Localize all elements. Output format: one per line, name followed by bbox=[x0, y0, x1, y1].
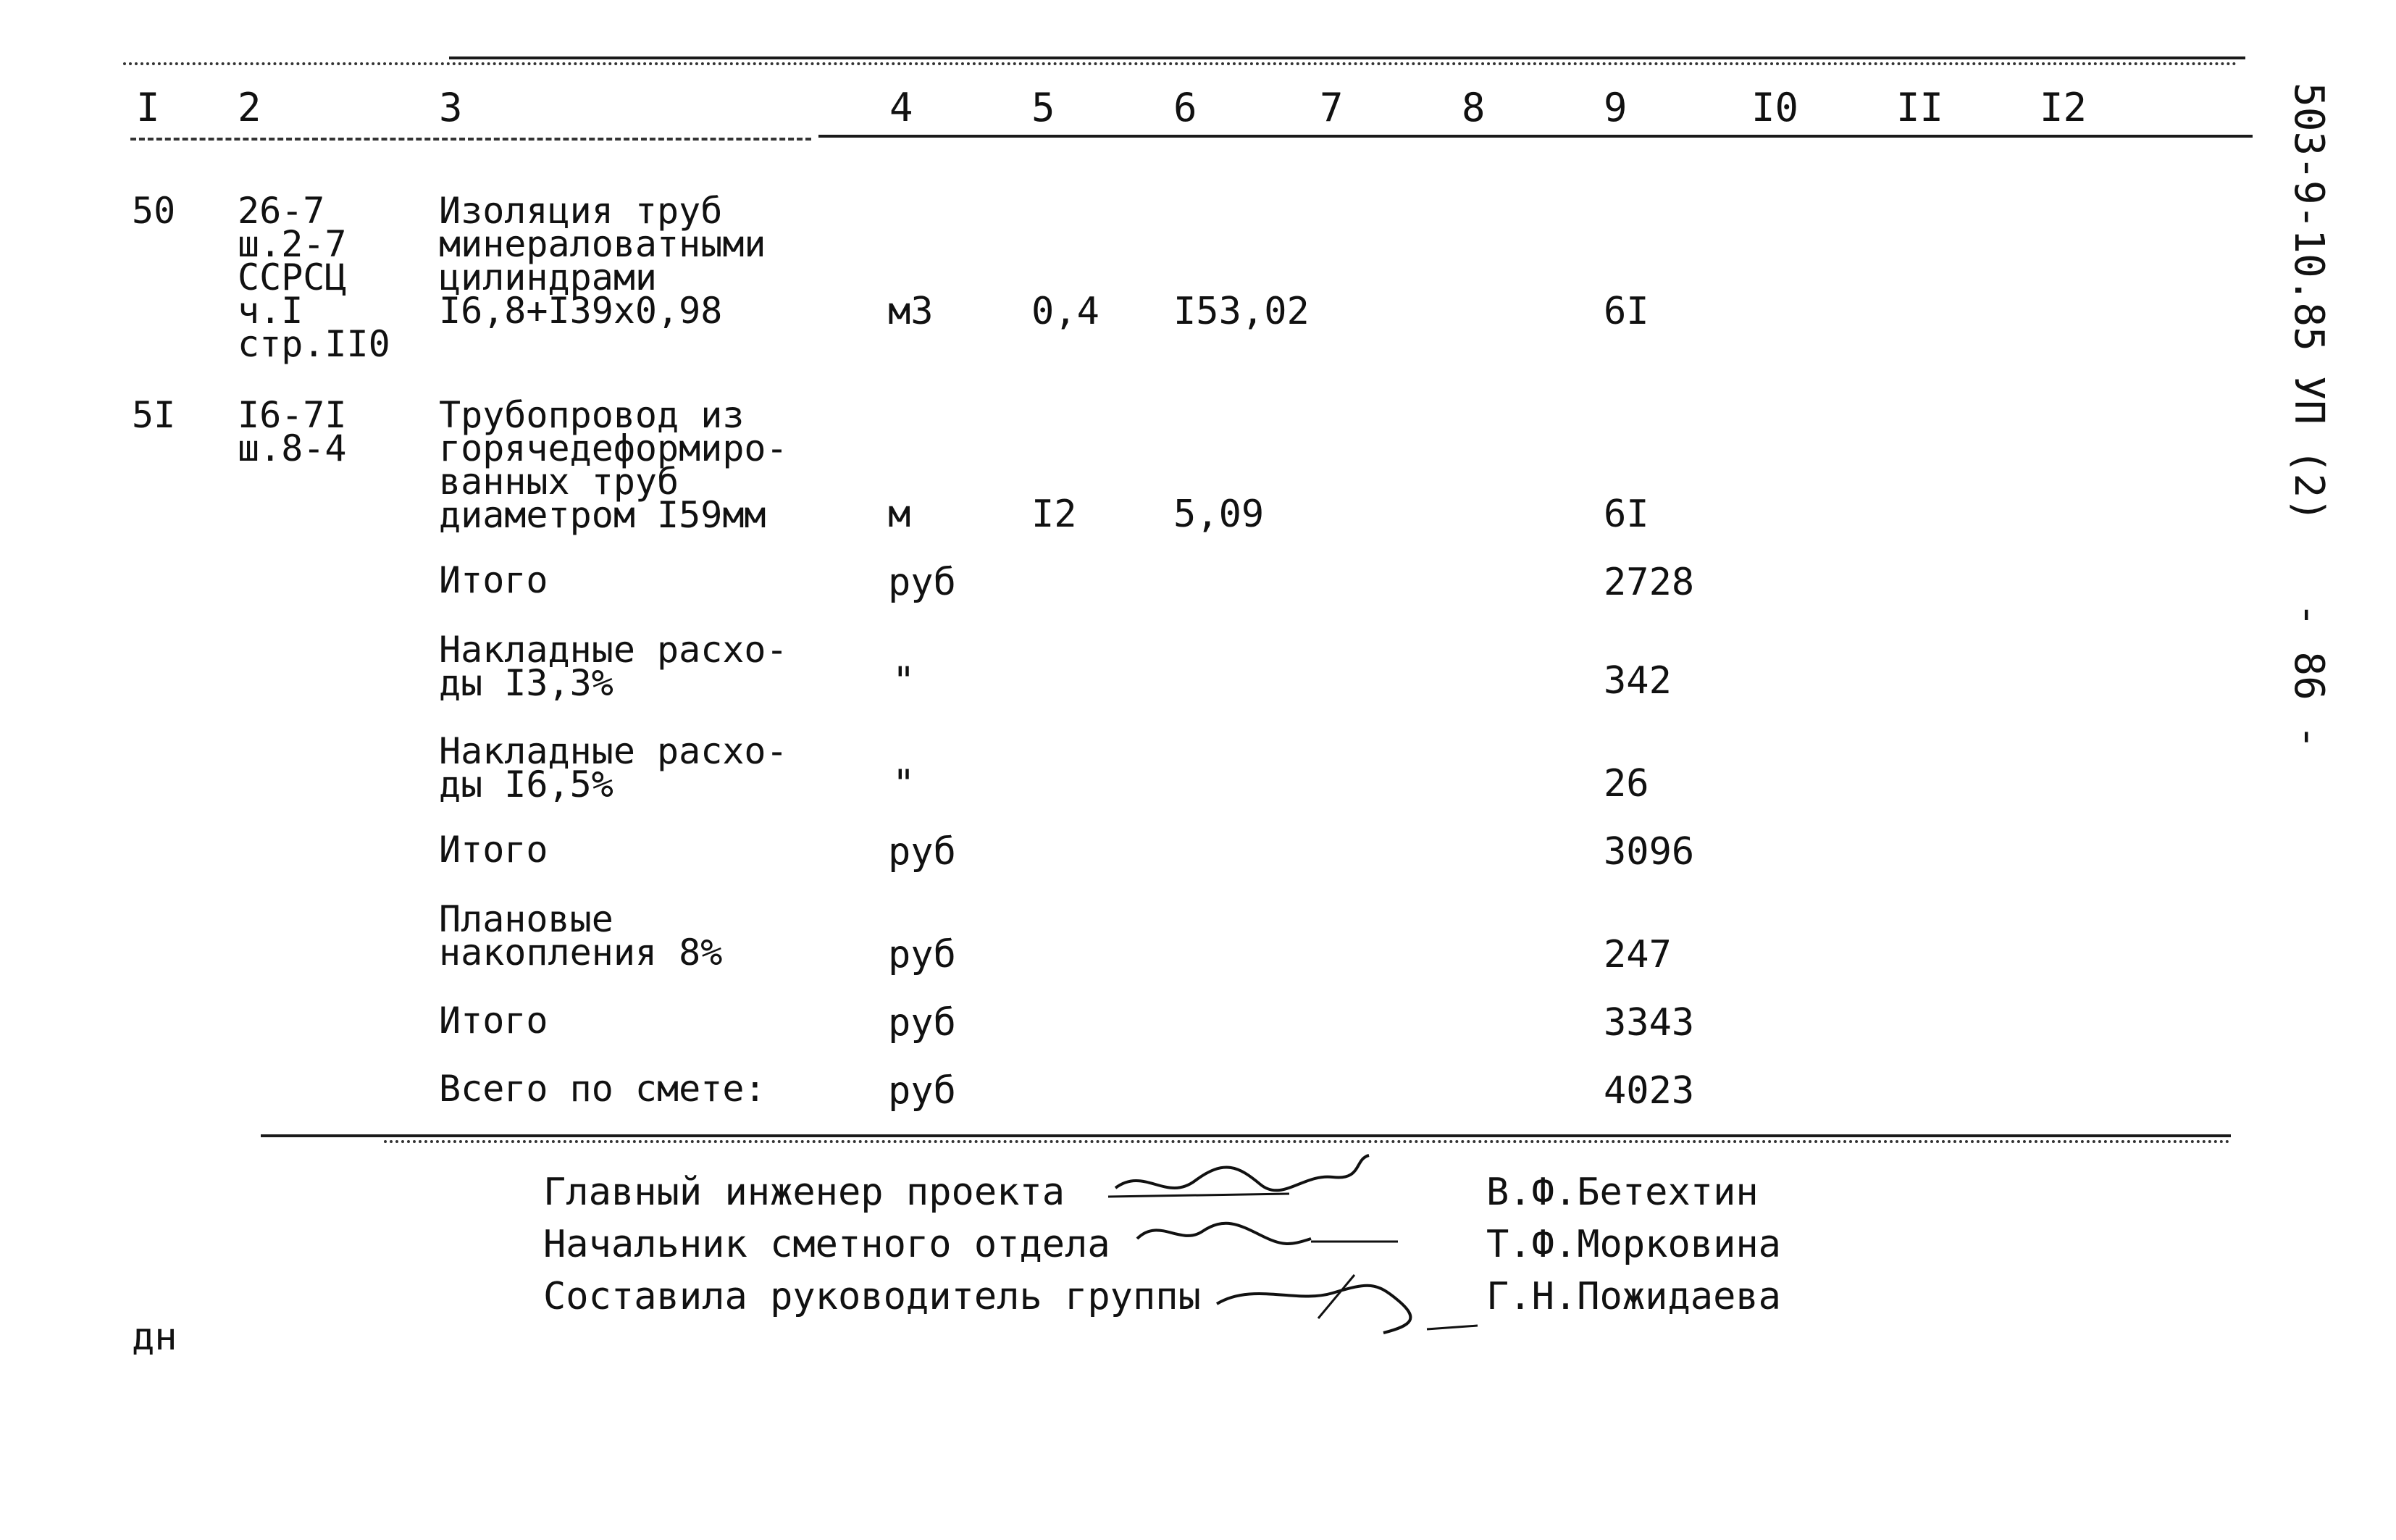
total-unit: руб bbox=[888, 933, 956, 976]
handwritten-signature-2 bbox=[1130, 1210, 1405, 1260]
row-reference: I6-7I ш.8-4 bbox=[238, 394, 347, 469]
col-header-1: I bbox=[136, 85, 160, 130]
col-header-6: 6 bbox=[1173, 85, 1197, 130]
col-header-4: 4 bbox=[889, 85, 913, 130]
row-quantity: 0,4 bbox=[1031, 290, 1099, 333]
footer-mark: дн bbox=[132, 1315, 177, 1359]
header-bottom-rule bbox=[818, 135, 2253, 138]
total-label: Накладные расхо- ды I3,3% bbox=[439, 629, 788, 704]
total-unit: руб bbox=[888, 830, 956, 874]
row-number: 5I bbox=[132, 394, 176, 436]
table-bottom-rule bbox=[261, 1134, 2231, 1137]
signature-name: В.Ф.Бетехтин bbox=[1486, 1171, 1759, 1214]
signature-name: Т.Ф.Морковина bbox=[1486, 1223, 1781, 1266]
row-price: I53,02 bbox=[1173, 290, 1310, 333]
col-header-9: 9 bbox=[1604, 85, 1628, 130]
total-value: 3096 bbox=[1604, 830, 1695, 874]
col-header-7: 7 bbox=[1320, 85, 1344, 130]
handwritten-signature-3 bbox=[1210, 1260, 1485, 1340]
total-value: 26 bbox=[1604, 762, 1649, 805]
total-label: Накладные расхо- ды I6,5% bbox=[439, 730, 788, 805]
col-header-5: 5 bbox=[1031, 85, 1055, 130]
col-header-2: 2 bbox=[238, 85, 261, 130]
total-unit: руб bbox=[888, 561, 956, 604]
col-header-8: 8 bbox=[1462, 85, 1486, 130]
header-bottom-dash bbox=[130, 138, 811, 141]
total-value: 4023 bbox=[1604, 1069, 1695, 1113]
total-unit: руб bbox=[888, 1001, 956, 1045]
row-col9: 6I bbox=[1604, 493, 1649, 536]
col-header-3: 3 bbox=[439, 85, 463, 130]
row-unit: м bbox=[888, 493, 911, 536]
total-value: 2728 bbox=[1604, 561, 1695, 604]
col-header-11: II bbox=[1896, 85, 1944, 130]
signature-role: Составила руководитель группы bbox=[543, 1275, 1201, 1318]
table-top-rule bbox=[449, 57, 2245, 59]
row-reference: 26-7 ш.2-7 ССРСЦ ч.I стр.II0 bbox=[238, 190, 390, 365]
signature-role: Главный инженер проекта bbox=[543, 1171, 1065, 1214]
table-bottom-dash bbox=[384, 1140, 2231, 1143]
col-header-10: I0 bbox=[1751, 85, 1799, 130]
total-label: Плановые накопления 8% bbox=[439, 898, 723, 974]
row-number: 50 bbox=[132, 190, 176, 232]
row-description: Изоляция труб минераловатными цилиндрами I6,8+I39x0,98 bbox=[439, 190, 766, 332]
total-label: Итого bbox=[439, 1000, 548, 1042]
total-label: Итого bbox=[439, 559, 548, 601]
total-value: 342 bbox=[1604, 659, 1672, 703]
row-quantity: I2 bbox=[1031, 493, 1077, 536]
document-code: 503-9-10.85 УП (2) bbox=[2285, 83, 2332, 522]
total-label: Итого bbox=[439, 829, 548, 871]
signature-name: Г.Н.Пожидаева bbox=[1486, 1275, 1781, 1318]
handwritten-signature-1 bbox=[1101, 1152, 1376, 1217]
page-number: - 86 - bbox=[2285, 603, 2332, 750]
row-col9: 6I bbox=[1604, 290, 1649, 333]
total-label: Всего по смете: bbox=[439, 1068, 766, 1110]
signature-role: Начальник сметного отдела bbox=[543, 1223, 1110, 1266]
table-top-dash bbox=[123, 62, 2238, 65]
col-header-12: I2 bbox=[2040, 85, 2087, 130]
total-unit: руб bbox=[888, 1069, 956, 1113]
row-unit: м3 bbox=[888, 290, 934, 333]
total-value: 247 bbox=[1604, 933, 1672, 976]
row-price: 5,09 bbox=[1173, 493, 1265, 536]
total-unit: " bbox=[892, 762, 916, 805]
row-description: Трубопровод из горячедеформиро- ванных труб диаметром I59мм bbox=[439, 394, 788, 536]
total-unit: " bbox=[892, 659, 916, 703]
total-value: 3343 bbox=[1604, 1001, 1695, 1045]
